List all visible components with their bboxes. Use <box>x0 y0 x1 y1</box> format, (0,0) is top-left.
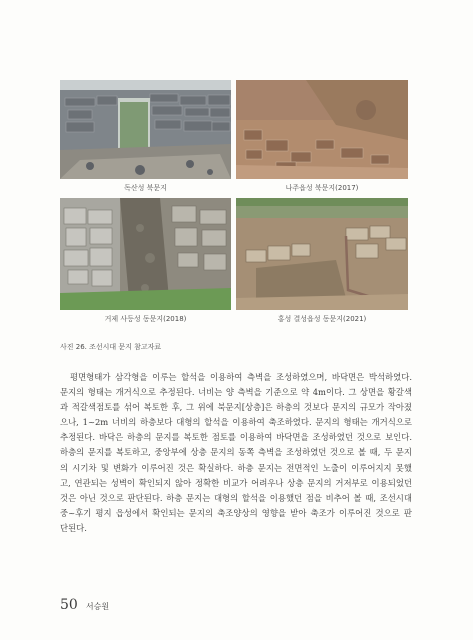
text-line: 하층의 문지를 복토하고, 중앙부에 상층 문지의 동쪽 측벽을 조성하였던 것으로 볼 때, 두 문지 <box>60 447 412 458</box>
text-line: 추정된다. 바닥은 하층의 문지를 복토한 점토를 이용하여 바닥면을 조성하였던 것으로 보인다. <box>60 432 412 443</box>
photo-doksanseong-north-gate <box>60 80 231 179</box>
text-line: 고, 연관되는 성벽이 확인되지 않아 정확한 비교가 어려우나 상층 문지의 거저부로 이용되었던 <box>60 477 412 488</box>
text-line: 과 적갈색점토를 섞어 복토한 후, 그 위에 북문지[상층]은 하층의 것보다 문지의 규모가 작아졌 <box>60 402 412 413</box>
text-line: 것은 아닌 것으로 판단된다. 하층 문지는 대형의 할석을 이용했던 점을 비추어 볼 때, 조선시대 <box>60 492 412 503</box>
photo-geoje-east-gate <box>60 198 231 310</box>
text-line: 단된다. <box>60 522 87 533</box>
photo-caption: 홍성 결성읍성 동문지(2021) <box>277 315 367 323</box>
text-line: 평면형태가 삼각형을 이루는 할석을 이용하여 측벽을 조성하였으며, 바닥면은 박석하였다. <box>70 372 412 382</box>
figure-title: 사진 26. 조선시대 문지 참고자료 <box>60 343 162 351</box>
text-line: 의 시기차 및 변화가 이루어진 것은 확실하다. 하층 문지는 전면적인 노출이 이루어지지 못했 <box>60 462 412 473</box>
page-footer <box>60 594 109 613</box>
page-number: 50 <box>60 597 78 613</box>
text-line: 으나, 1~2m 너비의 하층보다 대형의 할석을 이용하여 축조하였다. 문지의 형태는 개거식으로 <box>60 417 412 428</box>
photo-hongseong-east-gate <box>236 198 408 310</box>
running-title: 서승원 <box>85 602 110 611</box>
photo-caption: 독산성 북문지 <box>124 184 167 192</box>
photo-caption: 거제 사등성 동문지(2018) <box>104 315 187 323</box>
photo-naju-north-gate <box>236 80 408 179</box>
text-line: 문지의 형태는 개거식으로 추정된다. 너비는 양 측벽을 기준으로 약 4m이다. 그 상면을 황갈색 <box>60 387 412 398</box>
body-paragraph <box>60 370 412 536</box>
text-line: 중~후기 평지 읍성에서 확인되는 문지의 축조양상의 영향을 받아 축조가 이루어진 것으로 판 <box>60 507 412 518</box>
photo-caption: 나주읍성 북문지(2017) <box>285 184 359 192</box>
